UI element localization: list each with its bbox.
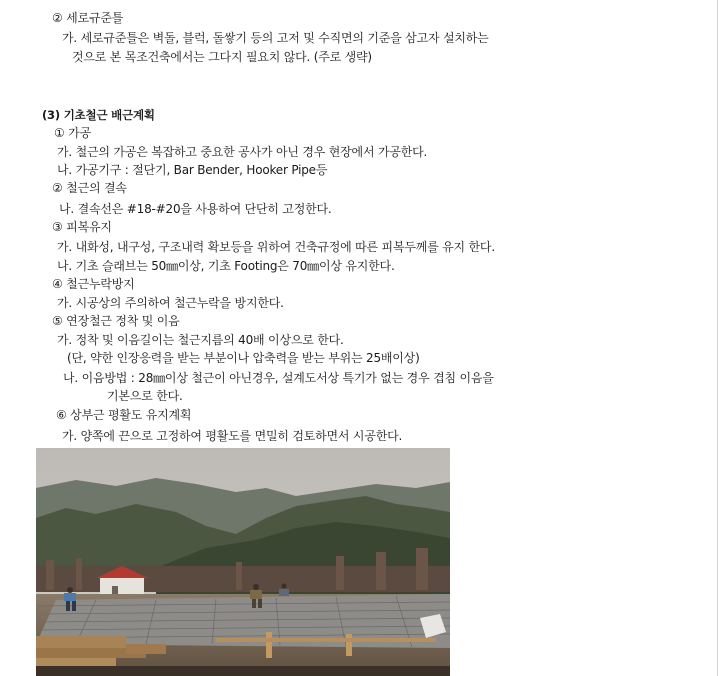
text-line: 가. 세로규준틀은 벽돌, 블럭, 돌쌓기 등의 고저 및 수직면의 기준을 삼고자 설치하는 <box>62 31 489 45</box>
text-line: 기본으로 한다. <box>107 389 183 403</box>
subsection-top-rebar-flatness: ⑥ 상부근 평활도 유지계획 <box>56 408 192 422</box>
text-line: 나. 결속선은 #18-#20을 사용하여 단단히 고정한다. <box>59 202 332 216</box>
text-line: 나. 가공기구 : 절단기, Bar Bender, Hooker Pipe등 <box>57 163 328 177</box>
subsection-tying: ② 철근의 결속 <box>52 181 127 195</box>
subsection-omission-prevention: ④ 철근누락방지 <box>52 277 135 291</box>
construction-site-photo <box>36 448 450 676</box>
text-line: (단, 약한 인장응력을 받는 부분이나 압축력을 받는 부위는 25배이상) <box>67 351 420 365</box>
text-line: 것으로 본 목조건축에서는 그다지 필요치 않다. (주로 생략) <box>72 50 372 64</box>
section-vertical-batter-board: ② 세로규준틀 <box>52 11 124 25</box>
subsection-cover: ③ 피복유지 <box>52 220 112 234</box>
text-line: 가. 철근의 가공은 복잡하고 중요한 공사가 아닌 경우 현장에서 가공한다. <box>57 145 428 159</box>
text-line: 가. 정착 및 이음길이는 철근지름의 40배 이상으로 한다. <box>57 333 344 347</box>
text-line: 가. 양쪽에 끈으로 고정하여 평활도를 면밀히 검토하면서 시공한다. <box>62 429 403 443</box>
subsection-processing: ① 가공 <box>54 126 91 140</box>
text-line: 가. 내화성, 내구성, 구조내력 확보등을 위하여 건축규정에 따른 피복두께를 유지 한다. <box>57 240 495 254</box>
text-line: 가. 시공상의 주의하여 철근누락을 방지한다. <box>57 296 284 310</box>
text-line: 나. 이음방법 : 28㎜이상 철근이 아닌경우, 설계도서상 특기가 없는 경우 겹침 이음을 <box>63 371 494 385</box>
text-line: 나. 기초 슬래브는 50㎜이상, 기초 Footing은 70㎜이상 유지한다. <box>57 259 395 273</box>
subsection-extension-anchorage: ⑤ 연장철근 정착 및 이음 <box>52 314 180 328</box>
section-heading-rebar-plan: (3) 기초철근 배근계획 <box>42 108 155 122</box>
